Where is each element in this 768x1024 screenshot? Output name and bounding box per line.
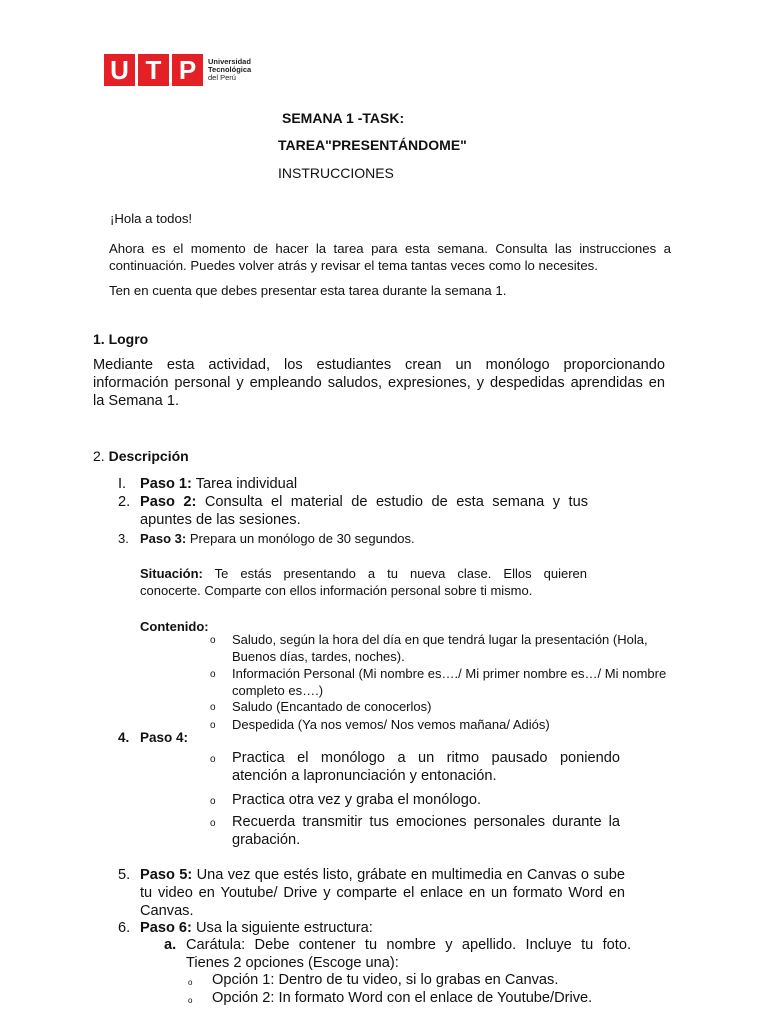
step-5-line1: Una vez que estés listo, grábate en multimedia en Canvas o sube <box>192 867 625 883</box>
situacion-line1: Te estás presentando a tu nueva clase. Ellos quieren <box>202 566 587 581</box>
step-6a-line1: Carátula: Debe contener tu nombre y apellido. Incluye tu foto. <box>186 937 631 953</box>
logo-letter-u: U <box>110 54 129 85</box>
step-3 <box>118 530 415 547</box>
step-6-num: 6. <box>118 920 131 936</box>
bullet-icon: o <box>210 754 216 765</box>
contenido-item-line1: Información Personal (Mi nombre es…./ Mi primer nombre es…/ Mi nombre <box>232 666 667 681</box>
bullet-icon: o <box>210 796 216 807</box>
situacion <box>140 565 587 599</box>
step-4-list <box>210 749 620 849</box>
contenido-item <box>210 666 690 699</box>
contenido-item-line1: Saludo, según la hora del día en que tendrá lugar la presentación (Hola, <box>232 632 648 647</box>
bullet-icon: o <box>210 818 216 829</box>
step-2-text-line2: apuntes de las sesiones. <box>140 512 301 528</box>
step-2-num: 2. <box>118 494 131 510</box>
logo-text-line3: del Perú <box>208 73 236 82</box>
section-logro-heading: 1. Logro <box>93 331 149 347</box>
step-6a-options <box>188 971 608 1007</box>
step-3-num: 3. <box>118 531 129 546</box>
step-3-text: Prepara un monólogo de 30 segundos. <box>186 531 415 546</box>
step-4-item <box>210 749 620 785</box>
logo-text-line2: Tecnológica <box>208 65 252 74</box>
greeting: ¡Hola a todos! <box>110 211 193 226</box>
step-2 <box>118 493 588 529</box>
contenido-item-line2: Buenos días, tardes, noches). <box>232 648 405 664</box>
bullet-icon: o <box>188 996 193 1005</box>
step-3-label: Paso 3: <box>140 531 187 546</box>
section-logro-body <box>93 356 665 410</box>
situacion-line2: conocerte. Comparte con ellos información personal sobre ti mismo. <box>140 583 533 598</box>
step-4-num: 4. <box>118 730 130 745</box>
logo-mark <box>104 54 203 86</box>
bullet-icon: o <box>210 702 216 713</box>
step-6a-line2: Tienes 2 opciones (Escoge una): <box>186 955 399 971</box>
logro-line2: información personal y empleando saludos, expresiones, y despedidas aprendidas en <box>93 375 665 391</box>
step-5-num: 5. <box>118 867 131 883</box>
bullet-icon: o <box>188 978 193 987</box>
step-4-item <box>210 813 620 849</box>
descripcion-num: 2. <box>93 448 105 464</box>
section-descripcion-heading <box>93 448 189 464</box>
step-4-item-line1: Practica otra vez y graba el monólogo. <box>232 792 482 808</box>
intro-deadline: Ten en cuenta que debes presentar esta tarea durante la semana 1. <box>109 283 507 298</box>
contenido-item <box>210 632 690 665</box>
contenido-list <box>210 632 690 733</box>
step-6a <box>164 936 631 972</box>
utp-logo <box>104 54 251 86</box>
intro-paragraph <box>109 240 671 274</box>
logo-letter-p: P <box>169 54 203 86</box>
step-5-line3: Canvas. <box>140 903 194 919</box>
step-2-text-line1: Consulta el material de estudio de esta semana y tus <box>196 494 588 510</box>
step-4-item <box>210 791 620 809</box>
step-6 <box>118 919 373 937</box>
title-instructions: INSTRUCCIONES <box>278 165 394 181</box>
contenido-label: Contenido: <box>140 619 209 634</box>
step-4-item-line1: Practica el monólogo a un ritmo pausado poniendo <box>232 750 620 766</box>
step-5-label: Paso 5: <box>140 867 193 883</box>
step-6-text: Usa la siguiente estructura: <box>191 920 373 936</box>
contenido-item-line2: completo es….) <box>232 682 324 698</box>
step-5 <box>118 866 625 920</box>
intro-line2: continuación. Puedes volver atrás y revisar el tema tantas veces como lo necesites. <box>109 258 598 273</box>
step-6a-num: a. <box>164 937 177 953</box>
contenido-item <box>210 717 690 734</box>
step-1-text: Tarea individual <box>191 476 298 492</box>
title-task: TAREA"PRESENTÁNDOME" <box>278 137 467 153</box>
option-item-text: Opción 1: Dentro de tu video, si lo grabas en Canvas. <box>212 972 559 988</box>
option-item <box>188 971 608 989</box>
step-4 <box>118 730 188 745</box>
step-4-item-line2: atención a lapronunciación y entonación. <box>232 768 497 784</box>
contenido-item-line1: Despedida (Ya nos vemos/ Nos vemos mañana/ Adiós) <box>232 716 550 732</box>
logro-line1: Mediante esta actividad, los estudiantes crean un monólogo proporcionando <box>93 357 665 373</box>
bullet-icon: o <box>210 719 216 731</box>
logo-letter-t: T <box>135 54 169 86</box>
bullet-icon: o <box>210 635 216 646</box>
option-item <box>188 989 608 1007</box>
step-1 <box>118 475 297 493</box>
logo-text-line1: Universidad <box>208 57 251 66</box>
logro-line3: la Semana 1. <box>93 393 179 409</box>
contenido-item-line1: Saludo (Encantado de conocerlos) <box>232 699 432 714</box>
step-2-label: Paso 2: <box>140 494 197 510</box>
bullet-icon: o <box>210 669 216 680</box>
step-5-line2: tu video en Youtube/ Drive y comparte el enlace en un formato Word en <box>140 885 625 901</box>
step-4-label: Paso 4: <box>140 730 189 745</box>
logo-text <box>208 58 251 82</box>
intro-line1: Ahora es el momento de hacer la tarea para esta semana. Consulta las instrucciones a <box>109 241 671 256</box>
step-6-label: Paso 6: <box>140 920 192 936</box>
step-4-item-line2: grabación. <box>232 832 301 848</box>
step-4-item-line1: Recuerda transmitir tus emociones personales durante la <box>232 814 620 830</box>
title-week: SEMANA 1 -TASK: <box>282 110 405 126</box>
option-item-text: Opción 2: In formato Word con el enlace de Youtube/Drive. <box>212 990 593 1006</box>
step-1-label: Paso 1: <box>140 476 192 492</box>
step-1-num: I. <box>118 476 127 492</box>
descripcion-text: Descripción <box>108 448 189 464</box>
contenido-item <box>210 699 690 716</box>
situacion-label: Situación: <box>140 566 203 581</box>
